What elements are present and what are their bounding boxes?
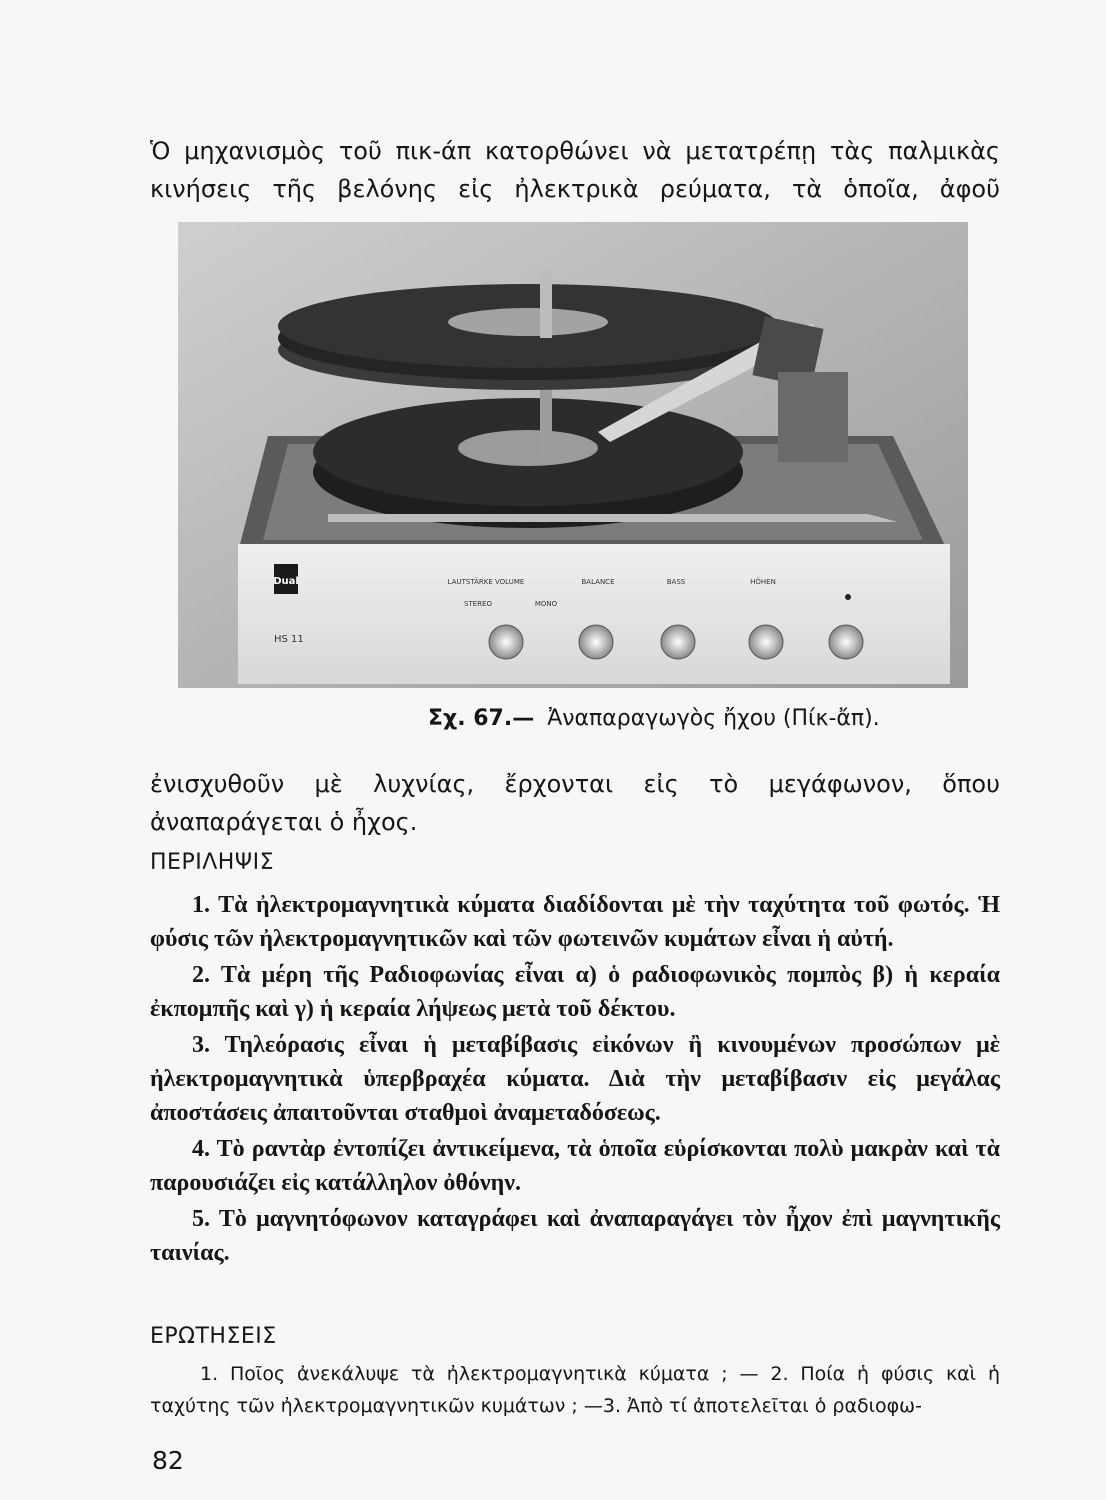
volume-label: LAUTSTÄRKE VOLUME [447,578,525,586]
upper-record-label [448,308,608,336]
summary-item: 5. Τὸ μαγνητόφωνον καταγράφει καὶ ἀναπαραγάγει τὸν ἦχον ἐπὶ μαγνητικῆς ταινίας. [150,1206,1000,1266]
amplifier-front-panel [238,544,950,684]
summary-list [150,888,1000,1272]
questions-text: 1. Ποῖος ἀνεκάλυψε τὰ ἠλεκτρομαγνητικὰ κύματα ; — 2. Ποία ἡ φύσις καὶ ἡ ταχύτης τῶν ἠλεκτρομαγνητικῶν κυμάτων ; —3. Ἀπὸ τί ἀποτελεῖται ὁ ραδιοφω- [150,1363,1000,1417]
bass-label: BASS [666,578,686,586]
figure-caption-text: Ἀναπαραγωγὸς ἤχου (Πίκ-ἄπ). [547,706,880,731]
treble-knob [749,625,783,659]
mono-label: MONO [534,600,558,608]
bass-knob [661,625,695,659]
summary-heading: ΠΕΡΙΛΗΨΙΣ [150,850,274,875]
balance-label: BALANCE [581,578,615,586]
summary-item: 2. Τὰ μέρη τῆς Ραδιοφωνίας εἶναι α) ὁ ραδιοφωνικὸς πομπὸς β) ἡ κεραία ἐκπομπῆς καὶ γ) ἡ κεραία λήψεως μετὰ τοῦ δέκτου. [150,962,1000,1022]
power-indicator [845,594,851,600]
figure-number: Σχ. 67.— [428,706,535,731]
intro-paragraph: Ὁ μηχανισμὸς τοῦ πικ-άπ κατορθώνει νὰ μετατρέπῃ τὰς παλμικὰς κινήσεις τῆς βελόνης εἰς ἠλεκτρικὰ ρεύματα, τὰ ὁποῖα, ἀφοῦ [150,137,1000,203]
questions-heading: ΕΡΩΤΗΣΕΙΣ [150,1324,277,1349]
summary-item: 1. Τὰ ἠλεκτρομαγνητικὰ κύματα διαδίδονται μὲ τὴν ταχύτητα τοῦ φωτός. Ἡ φύσις τῶν ἠλεκτρομαγνητικῶν καὶ τῶν φωτεινῶν κυμάτων εἶναι ἡ αὐτή. [150,892,1000,952]
treble-label: HÖHEN [750,578,776,586]
page-number: 82 [152,1446,184,1475]
balance-knob [579,625,613,659]
turntable-photo [178,222,968,688]
figure-caption [428,706,880,731]
volume-knob [489,625,523,659]
lower-record-label [458,430,598,466]
summary-item: 3. Τηλεόρασις εἶναι ἡ μεταβίβασις εἰκόνων ἢ κινουμένων προσώπων μὲ ἠλεκτρομαγνητικὰ ὑπερβραχέα κύματα. Διὰ τὴν μεταβίβασιν εἰς μεγάλας ἀποστάσεις ἀπαιτοῦνται σταθμοὶ ἀναμεταδόσεως. [150,1032,1000,1126]
power-knob [829,625,863,659]
continuation-paragraph: ἐνισχυθοῦν μὲ λυχνίας, ἔρχονται εἰς τὸ μεγάφωνον, ὅπου ἀναπαράγεται ὁ ἦχος. [150,770,1000,836]
stereo-label: STEREO [464,600,492,608]
arm-mechanism [778,372,848,462]
brand-logo-text: Dual [273,576,299,587]
summary-item: 4. Τὸ ραντὰρ ἐντοπίζει ἀντικείμενα, τὰ ὁποῖα εὑρίσκονται πολὺ μακρὰν καὶ τὰ παρουσιάζει εἰς κατάλληλον ὀθόνην. [150,1136,1000,1196]
model-label: HS 11 [274,634,304,645]
